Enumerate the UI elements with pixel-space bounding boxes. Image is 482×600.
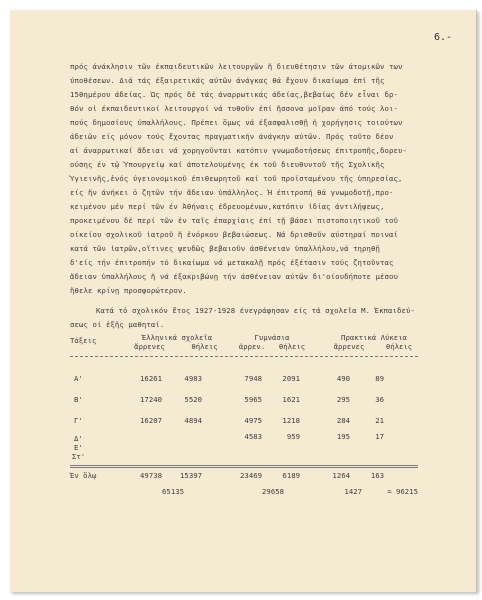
total-cell: 1264 (332, 471, 350, 480)
table-cell: 5965 (244, 395, 262, 404)
total-label: Ἐν ὅλῳ (70, 471, 97, 480)
students-table (10, 10, 476, 592)
text-line: οίκείου σχολικοῦ ἰατροῦ ἥ ἐνόρκου βεβαιώσεως. Νά δρισθοῦν αύστηραί ποιναί (70, 230, 398, 239)
table-cell: 4975 (244, 416, 262, 425)
text-line: κατά τῶν ἰατρῶν,οἵτινες ψευδῶς βεβαιοῦν άσθένειαν ὑπαλλήλου,νά τηρηθῇ (70, 244, 381, 253)
text-line: σεως οί ἑξῆς μαθηταί. (70, 320, 165, 329)
table-rule (70, 465, 418, 468)
header-male: ἀρρεν. (238, 342, 266, 351)
grand-total-cell: 1427 (344, 487, 362, 496)
text-line: ύποθέσεων. Διά τάς έξαιρετικάς αύτῶν άνάγκας θά ἔχουν δικαίωμα έπί τῆς (70, 76, 385, 85)
header-female: θήλεις (278, 342, 306, 351)
table-cell: 7948 (244, 374, 262, 383)
table-cell: 490 (336, 374, 350, 383)
row-label: Ε' (74, 443, 83, 452)
total-cell: 163 (370, 471, 384, 480)
total-cell: 15397 (180, 471, 202, 480)
table-cell: 1621 (282, 395, 300, 404)
table-cell: 5520 (184, 395, 202, 404)
text-line: ἥθελε κρίνῃ προσφορώτερον. (70, 286, 187, 295)
text-line: ἄδειαν ὑπαλλήλους ἥ νά έξακριβώνῃ τήν άσθένειαν αύτῶν δι'οίουδήποτε μέσου (70, 272, 398, 281)
table-cell: 4983 (184, 374, 202, 383)
total-cell: 6189 (282, 471, 300, 480)
table-cell: 4583 (244, 432, 262, 441)
header-male: ἄρρενες (333, 342, 365, 351)
table-cell: 17240 (140, 395, 162, 404)
text-line: Ὑγιεινῆς,ἑνός ύγειονομικοῦ έπιθεωρητοῦ καί τοῦ προϊσταμένου τῆς ὑπηρεσίας, (70, 174, 403, 183)
header-gymnasia: Γυμνάσια (254, 333, 290, 342)
document-page (10, 10, 477, 592)
header-practical-lyceums: Πρακτικά Λύκεια (341, 333, 407, 342)
total-cell: 23469 (240, 471, 262, 480)
row-label: Α' (74, 374, 83, 383)
table-cell: 284 (336, 416, 350, 425)
row-label: Δ' (74, 434, 83, 443)
table-cell: 21 (375, 416, 384, 425)
header-male: ἄρρενες (134, 342, 165, 351)
text-line: ούσης έν τῷ Ὑπουργείῳ καί άποτελουμένης έκ τοῦ διευθυντοῦ τῆς Σχολικῆς (70, 160, 385, 169)
text-line: θόν οἱ έκπαιδευτικοί λειτουργοί νά τυθοῦν έπί ἥσσονα μοῖραν άπό τούς λοι- (70, 104, 398, 113)
table-cell: 17 (375, 432, 384, 441)
grand-total-cell: = 96215 (387, 487, 418, 496)
row-label: Γ' (74, 416, 83, 425)
table-cell: 16207 (140, 416, 162, 425)
row-label: Β' (74, 395, 83, 404)
total-cell: 49738 (140, 471, 162, 480)
table-cell: 16261 (140, 374, 162, 383)
page-number: 6.- (434, 32, 453, 43)
table-cell: 1218 (282, 416, 300, 425)
header-classes: Τάξεις (70, 336, 97, 345)
text-line: αί άναρρωτικαί ἄδειαι νά χορηγοῦνται κατόπιν γνωμοδοτήσεως έπιτροπῆς,δορευ- (70, 146, 407, 155)
text-line: 15θημέρου άδείας. Ὡς πρός δέ τάς άναρρωτικάς άδείας,βεβαίως δέν εἶναι δρ- (70, 90, 398, 99)
grand-total-cell: 65135 (162, 487, 184, 496)
text-line: πούς δημοσίους ύπαλλήλους. Πρέπει ὅμως νά έξασφαλισθῇ ἡ χορήγησις τοιούτων (70, 118, 403, 127)
table-rule (70, 356, 418, 357)
header-female: θήλεις (191, 342, 218, 351)
text-line: Κατά τό σχολικόν ἔτος 1927-1928 ένεγράφησαν είς τά σχολεῖα Μ. Ἐκπαιδεύ- (96, 306, 416, 315)
header-greek-schools: Ἑλληνικά σχολεῖα (141, 333, 213, 342)
text-line: δ'είς τήν έπιτροπήν τό δικαίωμα νά μετακαλῇ πρός έξέτασιν τούς ζητοῦντας (70, 258, 394, 267)
text-line: προκειμένου δέ περί τῶν έν ταῖς έπαρχίαις έπί τῇ βάσει πιστοποιητικοῦ τοῦ (70, 216, 398, 225)
table-cell: 2091 (282, 374, 300, 383)
row-label: Στ' (72, 452, 86, 461)
text-line: άδειῶν είς μόνον τούς ἔχοντας πραγματικήν άνάγκην αύτῶν. Πρός τοῦτο δέον (70, 132, 394, 141)
text-line: κειμένου μέν περί τῶν έν Ἀθήναις έδρευομένων,κατόπιν ἰδίας άντιλήψεως, (70, 202, 385, 211)
header-female: θήλεις (385, 342, 413, 351)
table-cell: 89 (375, 374, 384, 383)
table-cell: 4894 (184, 416, 202, 425)
text-line: πρός άνάκλησιν τῶν έκπαιδευτικῶν λειτουργῶν ἥ διευθέτησιν τῶν άτομικῶν των (70, 62, 403, 71)
table-cell: 36 (375, 395, 384, 404)
table-cell: 959 (286, 432, 300, 441)
grand-total-cell: 29658 (262, 487, 284, 496)
table-cell: 295 (336, 395, 350, 404)
table-cell: 195 (336, 432, 350, 441)
text-line: είς ἥν άνήκει ὁ ζητῶν τήν ἄδειαν ὑπάλληλος. Ἡ έπιτροπή θά γνωμοδοτῇ,προ- (70, 188, 394, 197)
